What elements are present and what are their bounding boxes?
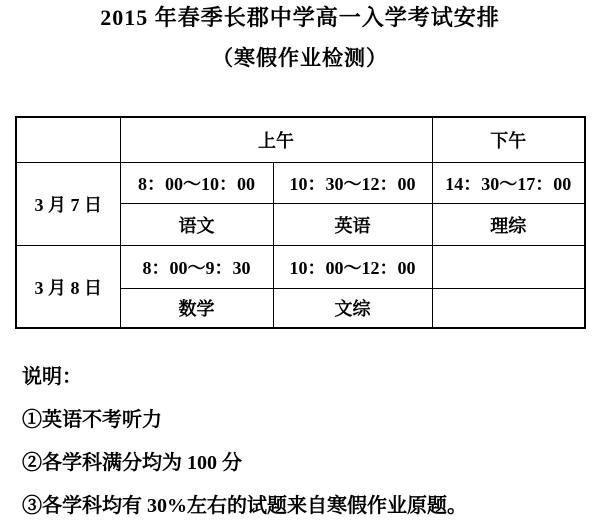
header-cell-morning: 上午 [120,117,432,163]
note-item-1: ①英语不考听力 [22,409,162,431]
subject-cell: 文综 [273,289,432,329]
note-item-2: ②各学科满分均为 100 分 [22,452,242,474]
subject-cell: 数学 [120,289,273,329]
header-cell-afternoon: 下午 [432,117,585,163]
subject-cell: 英语 [273,204,432,246]
table-row-day2-times [16,246,585,289]
document-subtitle: （寒假作业检测） [212,46,388,70]
notes-section [22,356,582,528]
subject-cell: 语文 [120,204,273,246]
time-cell-empty [432,246,585,289]
time-cell: 8：00～9：30 [120,246,273,289]
time-cell: 14：30～17：00 [432,163,585,204]
notes-heading: 说明： [22,366,82,388]
table-header-row [16,117,585,163]
table-row-day1-times [16,163,585,204]
document-title: 2015 年春季长郡中学高一入学考试安排 [100,5,500,30]
corner-cell [16,117,120,163]
time-cell: 10：00～12：00 [273,246,432,289]
note-item-3: ③各学科均有 30%左右的试题来自寒假作业原题。 [22,495,467,517]
date-cell-day1: 3 月 7 日 [16,163,120,246]
date-cell-day2: 3 月 8 日 [16,246,120,329]
subject-cell: 理综 [432,204,585,246]
exam-schedule-table [15,116,586,329]
time-cell: 10：30～12：00 [273,163,432,204]
time-cell: 8：00～10：00 [120,163,273,204]
subject-cell-empty [432,289,585,329]
